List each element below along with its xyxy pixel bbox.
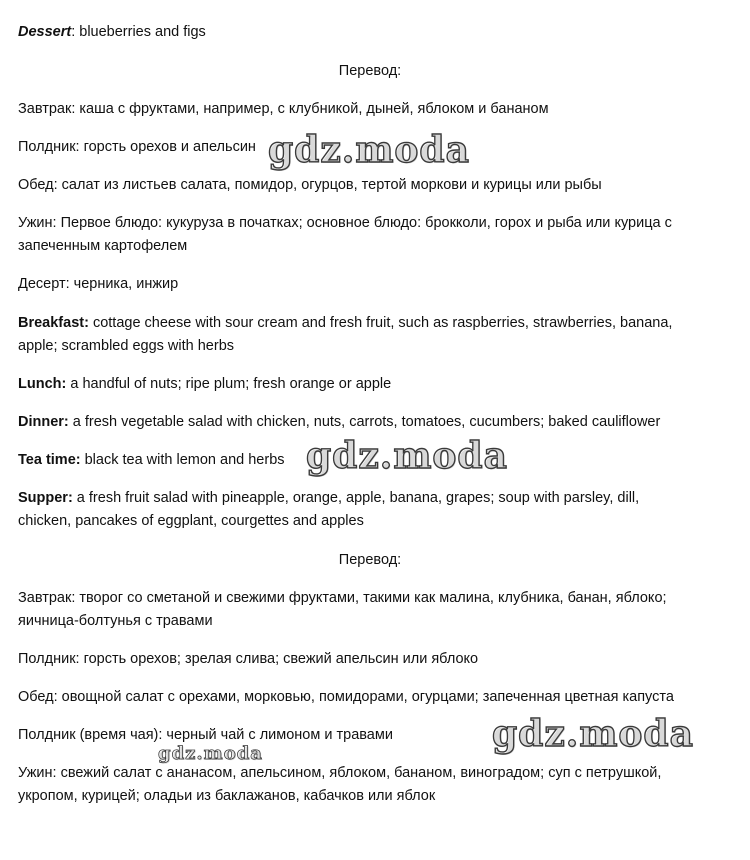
ru2-breakfast-line2: яичница-болтунья с травами xyxy=(18,613,213,629)
ru2-supper-line2: укропом, курицей; оладьи из баклажанов, кабачков или яблок xyxy=(18,788,436,804)
ru2-lunch: Обед: овощной салат с орехами, морковью, помидорами, огурцами; запеченная цветная капуста xyxy=(18,689,674,705)
watermark-logo: gdz.moda xyxy=(492,713,694,755)
dessert-text: : blueberries and figs xyxy=(71,24,206,40)
ru1-lunch: Обед: салат из листьев салата, помидор, огурцов, тертой моркови и курицы или рыбы xyxy=(18,177,602,193)
ru1-breakfast: Завтрак: каша с фруктами, например, с клубникой, дыней, яблоком и бананом xyxy=(18,101,549,117)
dinner-label: Dinner: xyxy=(18,414,69,430)
ru1-dinner-line2: запеченным картофелем xyxy=(18,238,188,254)
breakfast-label: Breakfast: xyxy=(18,315,89,331)
en-supper-line2: chicken, pancakes of eggplant, courgettes and apples xyxy=(18,513,364,529)
translation-heading-1: Перевод: xyxy=(338,63,402,79)
ru2-snack: Полдник: горсть орехов; зрелая слива; свежий апельсин или яблоко xyxy=(18,651,479,667)
lunch-text: a handful of nuts; ripe plum; fresh orange or apple xyxy=(66,376,392,392)
dinner-text: a fresh vegetable salad with chicken, nuts, carrots, tomatoes, cucumbers; baked cauliflower xyxy=(68,414,661,430)
ru1-dessert: Десерт: черника, инжир xyxy=(18,276,179,292)
en-lunch xyxy=(18,375,391,394)
supper-text: a fresh fruit salad with pineapple, orange, apple, banana, grapes; soup with parsley, dill, xyxy=(72,490,640,506)
lunch-label: Lunch: xyxy=(18,376,67,392)
en-dinner xyxy=(18,413,660,432)
en-breakfast-line1 xyxy=(18,314,672,333)
ru2-supper-line1: Ужин: свежий салат с ананасом, апельсином, яблоком, бананом, виноградом; суп с петрушкой, xyxy=(18,765,662,781)
en-breakfast-line2: apple; scrambled eggs with herbs xyxy=(18,338,235,354)
translation-heading-2: Перевод: xyxy=(338,552,402,568)
ru2-breakfast-line1: Завтрак: творог со сметаной и свежими фруктами, такими как малина, клубника, банан, яблоко; xyxy=(18,590,667,606)
watermark-logo: gdz.moda xyxy=(306,435,508,477)
ru1-dinner-line1: Ужин: Первое блюдо: кукуруза в початках; основное блюдо: брокколи, горох и рыба или курица с xyxy=(18,215,672,231)
supper-label: Supper: xyxy=(18,490,73,506)
dessert-line xyxy=(18,23,206,42)
ru2-tea-time: Полдник (время чая): черный чай с лимоном и травами xyxy=(18,727,393,743)
ru1-snack: Полдник: горсть орехов и апельсин xyxy=(18,139,256,155)
tea-text: black tea with lemon and herbs xyxy=(80,452,285,468)
tea-label: Tea time: xyxy=(18,452,81,468)
watermark-logo: gdz.moda xyxy=(268,129,470,171)
dessert-label: Dessert xyxy=(18,24,72,40)
breakfast-text: cottage cheese with sour cream and fresh fruit, such as raspberries, strawberries, banana, xyxy=(88,315,673,331)
en-supper-line1 xyxy=(18,489,639,508)
en-tea-time xyxy=(18,451,285,470)
watermark-logo-small: gdz.moda xyxy=(158,743,263,764)
